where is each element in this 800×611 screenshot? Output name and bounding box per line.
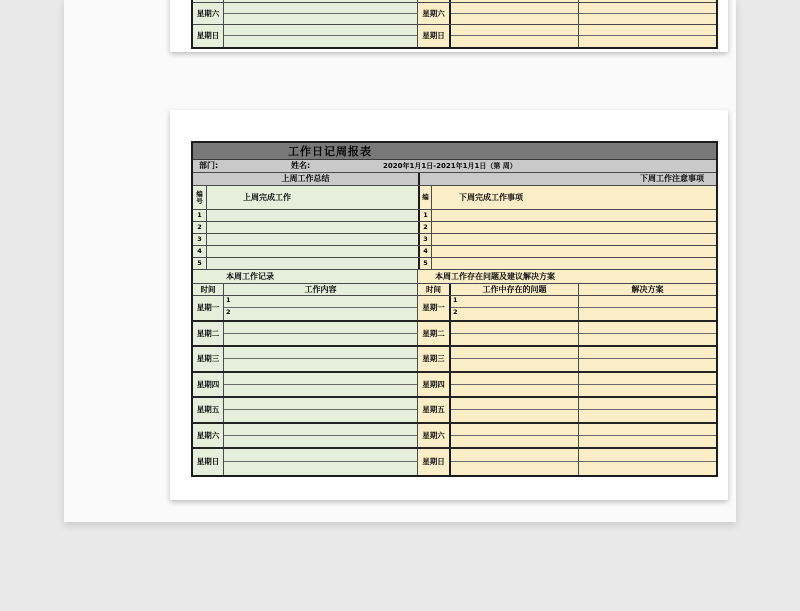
problems-col-header: 工作中存在的问题 [449, 284, 579, 295]
section-header-row-2 [193, 270, 716, 284]
work-content-col-header: 工作内容 [224, 284, 418, 295]
solution-cell [579, 424, 716, 447]
day-label: 星期日 [418, 449, 449, 475]
day-label: 星期五 [418, 398, 449, 422]
solution-cell [579, 25, 716, 47]
day-label: 星期六 [418, 3, 449, 24]
work-content-cell [224, 347, 418, 371]
next-week-notes-header: 下周工作注意事项 [418, 173, 716, 185]
day-label: 星期三 [193, 347, 224, 371]
numbered-row [193, 234, 716, 246]
sub-row-number: 1 [451, 296, 578, 308]
row-number: 2 [193, 222, 207, 233]
row-number: 1 [193, 210, 207, 221]
page-1 [170, 0, 728, 52]
table-row-wednesday [193, 347, 716, 373]
problem-cell [449, 25, 579, 47]
section-header-row [193, 173, 716, 186]
sub-row-number: 2 [453, 308, 458, 316]
day-label: 星期六 [418, 424, 449, 447]
work-content-cell [224, 373, 418, 396]
problems-solutions-header: 本周工作存在问题及建议解决方案 [418, 270, 716, 283]
work-content-cell [224, 3, 418, 24]
dept-label: 部门: [199, 161, 219, 170]
table-row-monday [193, 296, 716, 322]
day-label: 星期二 [418, 322, 449, 345]
row-number: 3 [418, 234, 432, 245]
numbered-row [193, 258, 716, 270]
day-label: 星期四 [418, 373, 449, 396]
column-header-row [193, 284, 716, 296]
row-number: 4 [418, 246, 432, 257]
problem-cell [449, 424, 579, 447]
row-number: 1 [418, 210, 432, 221]
problem-cell [449, 296, 579, 320]
last-week-done-header: 上周完成工作 [207, 186, 418, 209]
sub-header-row [193, 186, 716, 210]
preview-card [64, 0, 736, 522]
day-label: 星期二 [193, 322, 224, 345]
solution-cell [579, 398, 716, 422]
day-label: 星期六 [193, 3, 224, 24]
work-content-cell [224, 322, 418, 345]
solution-cell [579, 373, 716, 396]
next-week-entry-cell [432, 210, 716, 221]
table-row-saturday [193, 3, 716, 25]
weekly-report-table-partial [191, 0, 718, 49]
row-number: 5 [193, 258, 207, 269]
day-label: 星期日 [418, 25, 449, 47]
problem-cell [449, 373, 579, 396]
solution-cell [579, 322, 716, 345]
day-label: 星期六 [193, 424, 224, 447]
weekly-report-table [191, 141, 718, 477]
solution-cell [579, 449, 716, 475]
time-col-header: 时间 [418, 284, 449, 295]
solutions-col-header: 解决方案 [579, 284, 716, 295]
problem-cell [449, 3, 579, 24]
row-number: 3 [193, 234, 207, 245]
page-2 [170, 110, 728, 500]
title-row [193, 143, 716, 160]
work-content-cell [224, 424, 418, 447]
table-row-thursday [193, 373, 716, 398]
page-title: 工作日记周报表 [288, 145, 372, 158]
sub-row-number: 2 [226, 308, 231, 316]
problem-cell [449, 398, 579, 422]
table-row-friday [193, 398, 716, 424]
day-label: 星期一 [193, 296, 224, 320]
next-week-todo-header: 下周完成工作事项 [432, 186, 716, 209]
last-week-entry-cell [207, 222, 418, 233]
next-week-entry-cell [432, 246, 716, 257]
problem-cell [449, 449, 579, 475]
problem-cell [449, 322, 579, 345]
time-col-header: 时间 [193, 284, 224, 295]
work-content-cell [224, 449, 418, 475]
table-row-saturday [193, 424, 716, 449]
this-week-record-header: 本周工作记录 [193, 270, 418, 283]
work-content-cell [224, 25, 418, 47]
table-row-sunday [193, 25, 716, 47]
solution-cell [579, 3, 716, 24]
last-week-summary-header: 上周工作总结 [281, 174, 330, 183]
row-number: 4 [193, 246, 207, 257]
table-row-sunday [193, 449, 716, 475]
last-week-entry-cell [207, 234, 418, 245]
sub-row-number: 1 [224, 296, 417, 308]
row-number: 5 [418, 258, 432, 269]
info-row [193, 160, 716, 173]
solution-cell [579, 347, 716, 371]
day-label: 星期日 [193, 25, 224, 47]
day-label: 星期五 [193, 398, 224, 422]
last-week-entry-cell [207, 258, 418, 269]
index-col-header: 编号 [193, 186, 207, 209]
row-number: 2 [418, 222, 432, 233]
name-label: 姓名: [291, 161, 311, 170]
solution-cell [579, 296, 716, 320]
last-week-entry-cell [207, 246, 418, 257]
date-range: 2020年1月1日-2021年1月1日（第 周） [383, 162, 517, 170]
day-label: 星期四 [193, 373, 224, 396]
numbered-row [193, 222, 716, 234]
next-week-entry-cell [432, 234, 716, 245]
numbered-row [193, 246, 716, 258]
work-content-cell [224, 398, 418, 422]
day-label: 星期日 [193, 449, 224, 475]
work-content-cell [224, 296, 418, 320]
next-week-entry-cell [432, 258, 716, 269]
problem-cell [449, 347, 579, 371]
numbered-row [193, 210, 716, 222]
index-col-header-short: 编 [418, 186, 432, 209]
day-label: 星期三 [418, 347, 449, 371]
table-row-tuesday [193, 322, 716, 347]
next-week-entry-cell [432, 222, 716, 233]
day-label: 星期一 [418, 296, 449, 320]
last-week-entry-cell [207, 210, 418, 221]
